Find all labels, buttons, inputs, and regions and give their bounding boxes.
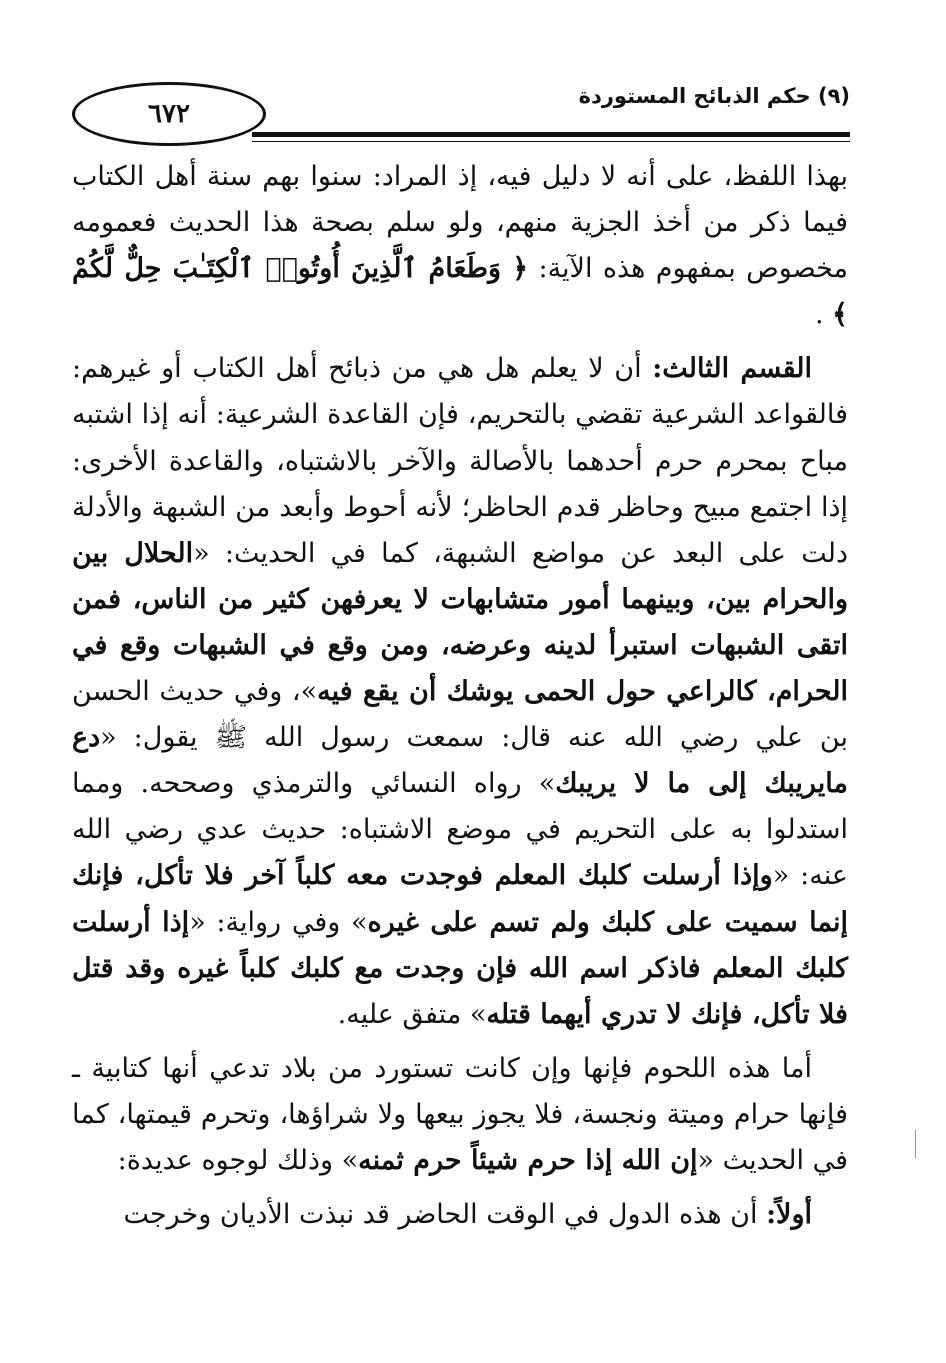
p2-text-e: » متفق عليه. <box>337 998 487 1030</box>
hadith-kalb-2: إذا أرسلت كلبك المعلم فاذكر اسم الله فإن وجدت مع كلبك كلباً غيره وقد قتل فلا تأكل، فإنك لا تدري أيهما قتله <box>72 906 848 1030</box>
hadith-kalb-1: وإذا أرسلت كلبك المعلم فوجدت معه كلباً آخر فلا تأكل، فإنك إنما سميت على كلبك ولم تسم على غيره <box>72 860 848 938</box>
point-heading: أولاً: <box>766 1199 812 1231</box>
p3-text-a: أما هذه اللحوم فإنها وإن كانت تستورد من بلاد تدعي أنها كتابية ـ فإنها حرام وميتة ونجسة، فلا يجوز بيعها ولا شراؤها، وتحرم قيمتها، كما في الحديث « <box>72 1052 848 1176</box>
section-heading: القسم الثالث: <box>652 353 812 385</box>
running-title: (٩) حكم الذبائح المستوردة <box>578 84 850 108</box>
header-rule-thin <box>252 141 850 142</box>
paragraph-4 <box>72 1192 848 1238</box>
hadith-daa: دع مايريبك إلى ما لا يريبك <box>72 722 848 800</box>
page-number: ٦٧٢ <box>72 82 266 146</box>
body-text <box>72 154 848 1238</box>
header-rule <box>252 132 850 137</box>
hadith-thaman: إن الله إذا حرم شيئاً حرم ثمنه <box>358 1144 698 1176</box>
paragraph-2 <box>72 346 848 1037</box>
page-header <box>64 72 850 144</box>
paragraph-1 <box>72 154 848 338</box>
paragraph-3 <box>72 1046 848 1184</box>
p3-text-b: » وذلك لوجوه عديدة: <box>117 1144 359 1176</box>
p2-text-d: » وفي رواية: « <box>189 906 368 938</box>
p2-text-b: »، وفي حديث الحسن بن علي رضي الله عنه قال: سمعت رسول الله ﷺ يقول: « <box>72 676 848 754</box>
hadith-halal: الحلال بين والحرام بين، وبينهما أمور متشابهات لا يعرفهن كثير من الناس، فمن اتقى الشبهات استبرأ لدينه وعرضه، ومن وقع في الشبهات وقع في الحرام، كالراعي حول الحمى يوشك أن يقع فيه <box>72 537 848 708</box>
p2-text-a: أن لا يعلم هل هي من ذبائح أهل الكتاب أو غيرهم: فالقواعد الشرعية تقضي بالتحريم، فإن القاعدة الشرعية: أنه إذا اشتبه مباح بمحرم حرم أحدهما بالأصالة والآخر بالاشتباه، والقاعدة الأخرى: إذا اجتمع مبيح وحاظر قدم الحاظر؛ لأنه أحوط وأبعد من الشبهة والأدلة دلت على البعد عن مواضع الشبهة، كما في الحديث: « <box>72 353 848 569</box>
p1-end: . <box>815 299 833 331</box>
p2-text-c: » رواه النسائي والترمذي وصححه. ومما استدلوا به على التحريم في موضع الاشتباه: حديث عدي رضي الله عنه: « <box>72 768 848 892</box>
p4-text: أن هذه الدول في الوقت الحاضر قد نبذت الأديان وخرجت <box>123 1199 767 1231</box>
p1-text: بهذا اللفظ، على أنه لا دليل فيه، إذ المراد: سنوا بهم سنة أهل الكتاب فيما ذكر من أخذ الجزية منهم، ولو سلم بصحة هذا الحديث فعمومه مخصوص بمفهوم هذه الآية: <box>72 161 848 285</box>
quran-verse: ﴿ وَطَعَامُ ٱلَّذِينَ أُوتُوا۟ ٱلْكِتَـٰبَ حِلٌّ لَّكُمْ ﴾ <box>72 253 848 331</box>
margin-mark <box>915 1130 916 1158</box>
